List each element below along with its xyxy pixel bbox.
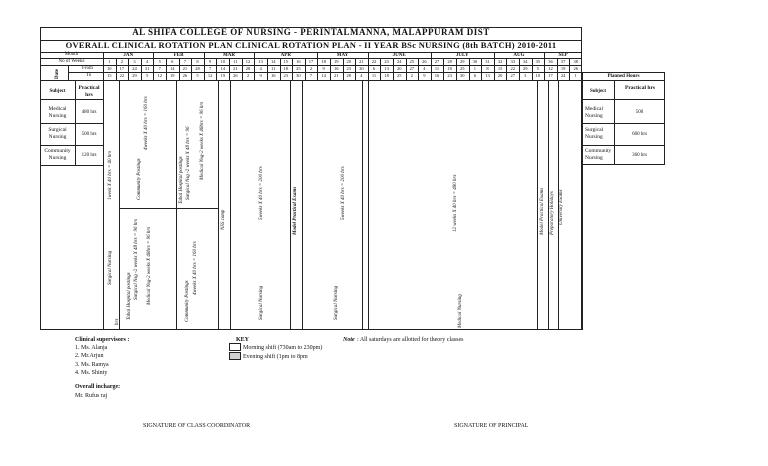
from-date: 10 <box>107 66 112 71</box>
from-date: 1 <box>473 66 477 71</box>
week-number: 11 <box>233 59 238 64</box>
week-number: 12 <box>245 59 251 64</box>
to-date: 23 <box>447 73 452 78</box>
to-date: 11 <box>371 73 377 78</box>
from-date: 6 <box>372 66 376 71</box>
week-number: 9 <box>208 59 212 64</box>
to-date: 29 <box>132 73 137 78</box>
incharge-name: Mr. Rufus raj <box>75 393 108 399</box>
right-row-subject: Community Nursing <box>585 148 612 161</box>
to-date: 7 <box>309 73 313 78</box>
month-name: MAR <box>223 53 235 58</box>
week-number: 6 <box>171 59 174 64</box>
rotation-label: 1week X 40 hrs = 40 hrs <box>108 150 113 200</box>
right-row-subject: Surgical Nursing <box>585 127 604 140</box>
week-number: 4 <box>145 59 149 64</box>
rotation-label: 12 weeks X 40 hrs = 480 hrs <box>453 174 458 232</box>
from-date: 18 <box>447 66 452 71</box>
week-number: 21 <box>359 59 364 64</box>
supervisor-name: 2. Mr.Arjun <box>75 353 104 359</box>
to-date: 18 <box>384 73 389 78</box>
from-date: 7 <box>158 66 161 71</box>
from-date: 2 <box>309 66 313 71</box>
from-date: 28 <box>195 66 200 71</box>
from-date: 25 <box>459 66 465 71</box>
from-date: 7 <box>208 66 212 71</box>
university-exam-label: University Exams <box>559 189 564 225</box>
week-number: 3 <box>133 59 136 64</box>
to-date: 10 <box>535 73 541 78</box>
note-label: Note <box>343 337 355 343</box>
rotation-label: Medical Nsg-2 weeks X 48hrs = 96 hrs <box>147 226 152 305</box>
rotation-label: Tabal Hospital postings <box>179 156 184 204</box>
to-date: 19 <box>220 73 225 78</box>
from-date: 24 <box>132 66 137 71</box>
to-date: 20 <box>497 73 503 78</box>
from-date: 29 <box>523 66 528 71</box>
to-date: 30 <box>296 73 301 78</box>
from-date: 21 <box>233 66 238 71</box>
rotation-label: Surgical Nsg -2 weeks X 48 hrs = 96 <box>186 126 191 200</box>
preparatory-label: Preparatory Holidays <box>550 191 555 235</box>
from-date: 18 <box>283 66 289 71</box>
to-date: 27 <box>510 73 515 78</box>
week-number: 35 <box>535 59 541 64</box>
week-number: 30 <box>472 59 478 64</box>
rotation-label: Medical Nursing <box>458 294 463 328</box>
from-date: 28 <box>245 66 251 71</box>
evening-shift-label: Evening shift (1pm to 8pm <box>243 354 308 360</box>
week-number: 26 <box>422 59 427 64</box>
from-date: 17 <box>119 66 125 71</box>
rotation-label: Community Postings <box>185 280 190 322</box>
signature-coordinator: SIGNATURE OF CLASS COORDINATOR <box>143 423 251 429</box>
to-date: 5 <box>196 73 199 78</box>
week-number: 5 <box>158 59 161 64</box>
to-date: 2 <box>410 73 413 78</box>
note-text: : All saturdays are allotted for theory classes <box>357 337 464 343</box>
rotation-label: 4weeks X 40 hrs = 160 hrs <box>193 241 198 295</box>
week-number: 38 <box>573 59 578 64</box>
week-number: 32 <box>497 59 503 64</box>
to-date: 16 <box>270 73 276 78</box>
right-row-hrs: 600 hrs <box>632 132 647 137</box>
to-date: 30 <box>459 73 465 78</box>
left-row-subject: Community Nursing <box>44 148 71 161</box>
month-name: APR <box>280 53 291 58</box>
week-number: 20 <box>346 59 352 64</box>
evening-shift-swatch <box>229 352 241 360</box>
from-date: 4 <box>423 66 426 71</box>
week-number: 16 <box>296 59 301 64</box>
to-date: 2 <box>246 73 250 78</box>
rotation-label: 4weeks X 40 hrs = 160 hrs <box>144 96 149 150</box>
to-date: 23 <box>283 73 289 78</box>
from-date: 15 <box>497 66 503 71</box>
week-number: 33 <box>510 59 515 64</box>
rotation-label: Medical Nsg-2 weeks X 48hrs = 96 hrs <box>200 101 205 180</box>
to-date: 22 <box>119 73 125 78</box>
week-number: 15 <box>283 59 289 64</box>
rotation-label: Surgical Nsg -2 weeks X 48 hrs = 96 hrs <box>134 218 139 300</box>
week-number: 2 <box>120 59 124 64</box>
month-name: JAN <box>123 53 134 58</box>
from-date: 4 <box>259 66 262 71</box>
right-subject-header: Subject <box>589 89 607 94</box>
to-date: 26 <box>182 73 188 78</box>
supervisors-heading: Clinical supervisors : <box>75 337 130 343</box>
month-name: JULY <box>455 53 469 58</box>
left-row-subject: Surgical Nursing <box>48 127 67 140</box>
weeks-label: No of Weeks <box>58 59 85 64</box>
to-date: 5 <box>145 73 149 78</box>
to-date: 25 <box>396 73 402 78</box>
college-title: AL SHIFA COLLEGE OF NURSING - PERINTALMANNA, MALAPPURAM DIST <box>132 27 490 37</box>
to-date: 28 <box>346 73 352 78</box>
morning-shift-swatch <box>229 343 241 351</box>
to-date: 14 <box>321 73 326 78</box>
week-number: 37 <box>560 59 566 64</box>
from-date: 22 <box>510 66 515 71</box>
from-date: 30 <box>359 66 364 71</box>
to-date: 12 <box>207 73 213 78</box>
from-date: 8 <box>486 66 489 71</box>
signature-principal: SIGNATURE OF PRINCIPAL <box>454 423 529 429</box>
right-row-hrs: 500 <box>635 110 644 115</box>
to-date: 6 <box>473 73 477 78</box>
from-date: 12 <box>548 66 553 71</box>
to-date: 9 <box>423 73 426 78</box>
month-name: SEP <box>558 53 568 58</box>
model-practical-label: Model Practical Exams <box>540 187 545 235</box>
from-date: 5 <box>536 66 540 71</box>
from-date: 20 <box>396 66 402 71</box>
week-number: 29 <box>459 59 465 64</box>
rotation-label: Surgical Nursing <box>334 285 339 320</box>
week-number: 36 <box>548 59 553 64</box>
rotation-label: Tabal Hospital postings <box>127 272 132 320</box>
to-label: To <box>86 73 92 78</box>
week-number: 34 <box>523 59 528 64</box>
to-date: 12 <box>157 73 162 78</box>
supervisor-name: 1. Ms. Alanja <box>75 345 108 351</box>
week-number: 10 <box>220 59 225 64</box>
from-date: 21 <box>182 66 188 71</box>
month-name: AUG <box>513 53 525 58</box>
dates-label: Date <box>55 69 60 79</box>
to-date: 9 <box>259 73 262 78</box>
week-number: 7 <box>183 59 187 64</box>
week-number: 13 <box>258 59 263 64</box>
week-number: 25 <box>409 59 415 64</box>
to-date: 4 <box>360 73 363 78</box>
left-row-hrs: 500 hrs <box>81 132 97 137</box>
week-number: 14 <box>270 59 276 64</box>
to-date: 3 <box>524 73 527 78</box>
week-number: 1 <box>108 59 111 64</box>
nss-camp-label: NSS camp <box>221 209 226 230</box>
to-date: 17 <box>548 73 553 78</box>
from-date: 9 <box>322 66 325 71</box>
from-date: 13 <box>384 66 389 71</box>
to-date: 15 <box>107 73 112 78</box>
left-hrs-header: Practical hrs <box>78 85 100 98</box>
week-number: 18 <box>321 59 326 64</box>
to-date: 1 <box>574 73 577 78</box>
month-name: JUNE <box>392 53 406 58</box>
month-name: FEB <box>173 53 184 58</box>
rotation-label: Community Postings <box>137 158 142 200</box>
from-date: 11 <box>271 66 276 71</box>
to-date: 21 <box>333 73 339 78</box>
month-label: Month <box>64 52 79 57</box>
week-number: 27 <box>434 59 440 64</box>
from-date: 27 <box>409 66 415 71</box>
from-date: 14 <box>220 66 225 71</box>
rotation-label: Surgical Nursing <box>259 285 264 320</box>
week-number: 8 <box>196 59 199 64</box>
rotation-label: 5weeks X 40 hrs = 200 hrs <box>259 166 264 220</box>
to-date: 19 <box>170 73 175 78</box>
from-date: 31 <box>144 66 150 71</box>
rotation-label: 5weeks X 40 hrs = 200 hrs <box>341 166 346 220</box>
to-date: 24 <box>560 73 566 78</box>
model-practical-label: Model Practical Exams <box>293 186 298 235</box>
week-number: 23 <box>384 59 389 64</box>
rotation-label: Surgical Nursing <box>108 250 113 285</box>
left-row-hrs: 120 hrs <box>81 153 97 158</box>
from-date: 14 <box>170 66 175 71</box>
key-heading: KEY <box>236 337 250 343</box>
week-number: 28 <box>447 59 452 64</box>
supervisor-name: 4. Ms. Shinty <box>75 370 108 376</box>
from-date: 26 <box>573 66 578 71</box>
month-name: MAY <box>336 53 349 58</box>
week-number: 31 <box>485 59 490 64</box>
plan-title: OVERALL CLINICAL ROTATION PLAN CLINICAL ROTATION PLAN - II YEAR BSc NURSING (8th BATCH) 2010-2011 <box>65 40 557 50</box>
left-row-subject: Medical Nursing <box>48 106 67 119</box>
to-date: 16 <box>434 73 440 78</box>
from-date: 16 <box>333 66 339 71</box>
week-number: 19 <box>333 59 339 64</box>
to-date: 26 <box>233 73 238 78</box>
supervisor-name: 3. Ms. Ramya <box>75 362 109 368</box>
from-date: 19 <box>560 66 566 71</box>
planned-hours-heading: Planned Hours <box>607 74 640 79</box>
from-date: 23 <box>346 66 352 71</box>
right-row-hrs: 360 hrs <box>632 153 647 158</box>
morning-shift-label: Morning shift (730am to 230pm) <box>243 345 323 351</box>
from-date: 25 <box>296 66 301 71</box>
week-number: 24 <box>396 59 402 64</box>
to-date: 13 <box>485 73 490 78</box>
week-number: 17 <box>308 59 314 64</box>
incharge-heading: Overall incharge: <box>75 384 121 390</box>
from-label: From <box>82 66 93 71</box>
right-row-subject: Medical Nursing <box>585 106 604 119</box>
from-date: 11 <box>434 66 440 71</box>
rotation-label: hrs <box>115 318 120 325</box>
right-hrs-header: Practical hrs <box>624 85 656 91</box>
week-number: 22 <box>371 59 377 64</box>
left-subject-header: Subject <box>49 89 66 94</box>
left-row-hrs: 480 hrs <box>81 110 97 115</box>
